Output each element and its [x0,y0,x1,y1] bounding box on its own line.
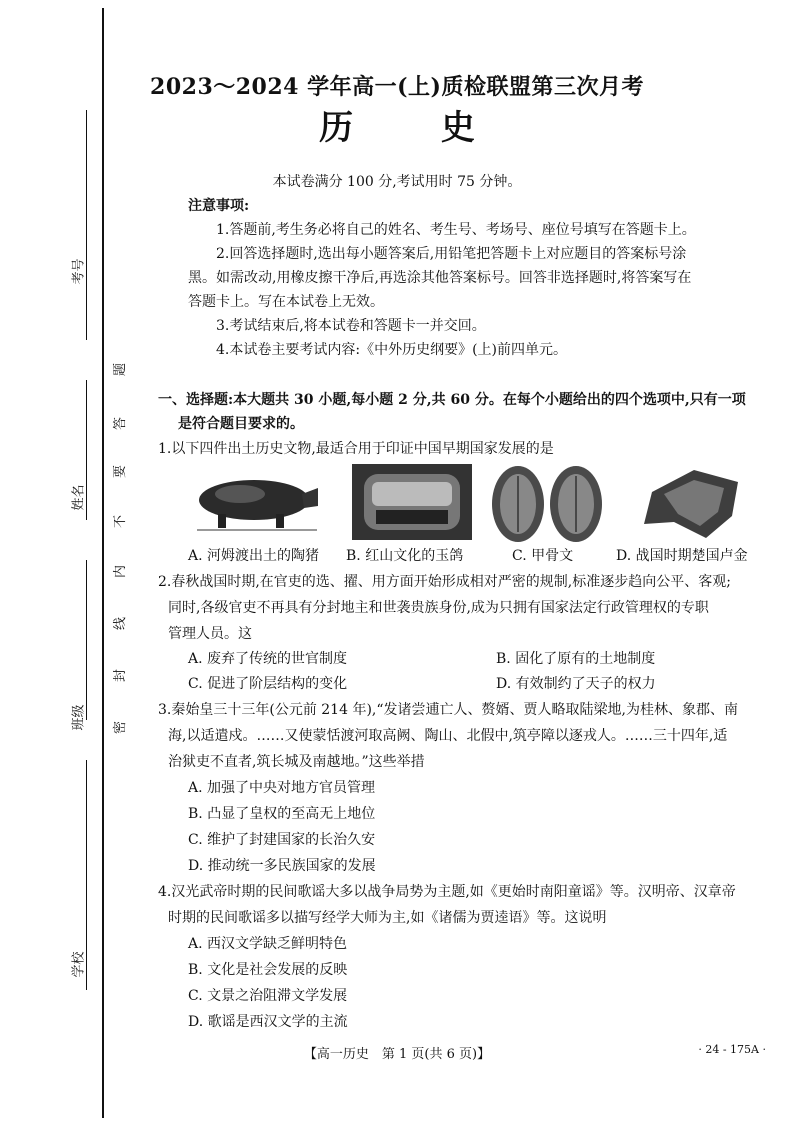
exam-title: 2023～2024 学年高一(上)质检联盟第三次月考 [150,74,644,100]
q2-stem: 管理人员。这 [168,626,252,642]
q4-option-a: A. 西汉文学缺乏鲜明特色 [188,936,348,952]
seal-char: 不 [113,514,129,529]
seal-char: 答 [113,416,129,431]
subject-title: 历 史 [319,108,513,148]
q2-option-a: A. 废弃了传统的世官制度 [188,651,348,667]
q4-stem: 4.汉光武帝时期的民间歌谣大多以战争局势为主题,如《更始时南阳童谣》等。汉明帝、汉章帝 [158,884,736,900]
q1-stem: 1.以下四件出土历史文物,最适合用于印证中国早期国家发展的是 [158,441,554,457]
q4-option-b: B. 文化是社会发展的反映 [188,962,348,978]
q2-stem: 同时,各级官吏不再具有分封地主和世袭贵族身份,成为只拥有国家法定行政管理权的专职 [168,600,709,616]
notes-line: 答题卡上。写在本试卷上无效。 [188,294,384,310]
section-heading-cont: 是符合题目要求的。 [178,416,304,432]
seal-char: 要 [113,464,129,479]
artifact-jade-image [352,464,472,540]
notes-line: 1.答题前,考生务必将自己的姓名、考生号、考场号、座位号填写在答题卡上。 [216,222,696,238]
seal-char: 密 [113,720,129,735]
seal-char: 内 [113,564,129,579]
page-footer: 【高一历史 第 1 页(共 6 页)】 [303,1047,491,1062]
q2-option-c: C. 促进了阶层结构的变化 [188,676,348,692]
q3-stem: 海,以适遣戍。……又使蒙恬渡河取高阙、陶山、北假中,筑亭障以逐戎人。……三十四年,适 [168,728,728,744]
q3-option-d: D. 推动统一多民族国家的发展 [188,858,376,874]
q1-option-a: A. 河姆渡出土的陶猪 [188,548,320,564]
artifact-pottery-pig-image [192,466,322,536]
q4-option-d: D. 歌谣是西汉文学的主流 [188,1014,348,1030]
class-label: 班级 [71,704,87,731]
q3-option-a: A. 加强了中央对地方官员管理 [188,780,376,796]
q2-stem: 2.春秋战国时期,在官吏的选、擢、用方面开始形成相对严密的规制,标准逐步趋向公平、客观; [158,574,731,590]
seal-char: 封 [113,668,129,683]
seal-char: 线 [113,616,129,631]
q1-option-b: B. 红山文化的玉鸽 [346,548,464,564]
seal-char: 题 [113,362,129,377]
q3-option-b: B. 凸显了皇权的至高无上地位 [188,806,376,822]
notes-line: 黑。如需改动,用橡皮擦干净后,再选涂其他答案标号。回答非选择题时,将答案写在 [188,270,692,286]
artifact-oracle-bone-image [488,462,606,546]
notes-line: 4.本试卷主要考试内容:《中外历史纲要》(上)前四单元。 [216,342,567,358]
school-label: 学校 [71,951,87,978]
section-heading: 一、选择题:本大题共 30 小题,每小题 2 分,共 60 分。在每个小题给出的四个选项中,只有一项 [158,392,746,408]
name-label: 姓名 [71,484,87,511]
q4-option-c: C. 文景之治阻滞文学发展 [188,988,348,1004]
q2-option-b: B. 固化了原有的土地制度 [496,651,656,667]
q3-option-c: C. 维护了封建国家的长治久安 [188,832,376,848]
notes-line: 2.回答选择题时,选出每小题答案后,用铅笔把答题卡上对应题目的答案标号涂 [216,246,687,262]
q2-option-d: D. 有效制约了天子的权力 [496,676,656,692]
artifact-gold-coin-image [634,462,744,546]
notes-heading: 注意事项: [188,198,250,214]
q3-stem: 治狱吏不直者,筑长城及南越地。”这些举措 [168,754,425,770]
q1-option-c: C. 甲骨文 [512,548,574,564]
q3-stem: 3.秦始皇三十三年(公元前 214 年),“发诸尝逋亡人、赘婿、贾人略取陆梁地,为桂林、象郡、南 [158,702,738,718]
paper-code: · 24 - 175A · [698,1043,766,1056]
q4-stem: 时期的民间歌谣多以描写经学大师为主,如《诸儒为贾逵语》等。这说明 [168,910,607,926]
exam-info: 本试卷满分 100 分,考试用时 75 分钟。 [272,174,522,190]
notes-line: 3.考试结束后,将本试卷和答题卡一并交回。 [216,318,486,334]
class-line [86,560,87,720]
exam-number-label: 考号 [71,258,87,285]
q1-option-d: D. 战国时期楚国卢金 [616,548,748,564]
